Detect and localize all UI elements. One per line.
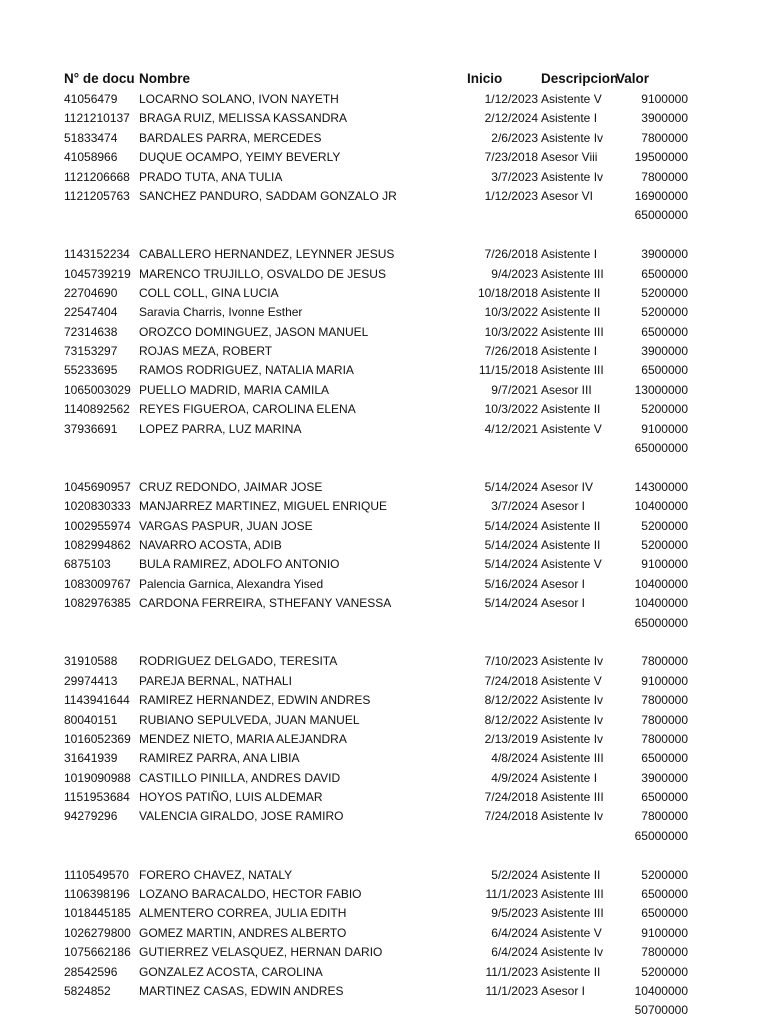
table-row <box>0 633 768 652</box>
cell-nombre: MARENCO TRUJILLO, OSVALDO DE JESUS <box>139 266 386 281</box>
cell-descripcion: Asistente III <box>541 363 604 378</box>
table-row <box>0 342 768 361</box>
cell-doc: 41058966 <box>64 150 118 165</box>
cell-doc: 72314638 <box>64 324 118 339</box>
cell-doc: 1143152234 <box>64 247 130 262</box>
table-row <box>0 129 768 148</box>
cell-valor: 5200000 <box>641 964 688 979</box>
table-row <box>0 497 768 516</box>
cell-descripcion: Asistente III <box>541 751 604 766</box>
cell-descripcion: Asistente Iv <box>541 654 604 669</box>
cell-nombre: RAMOS RODRIGUEZ, NATALIA MARIA <box>139 363 354 378</box>
table-row <box>0 187 768 206</box>
cell-valor: 65000000 <box>634 828 688 843</box>
cell-valor: 13000000 <box>634 382 688 397</box>
cell-descripcion: Asistente Iv <box>541 169 604 184</box>
cell-inicio: 10/18/2018 <box>477 285 538 300</box>
cell-valor: 5200000 <box>641 867 688 882</box>
table-row <box>0 594 768 613</box>
cell-descripcion: Asistente II <box>541 518 601 533</box>
table-row <box>0 284 768 303</box>
cell-doc: 22547404 <box>64 305 118 320</box>
cell-nombre: HOYOS PATIÑO, LUIS ALDEMAR <box>139 790 323 805</box>
table-row <box>0 226 768 245</box>
table-row <box>0 672 768 691</box>
cell-nombre: ALMENTERO CORREA, JULIA EDITH <box>139 906 347 921</box>
cell-inicio: 5/14/2024 <box>484 596 538 611</box>
cell-doc: 41056479 <box>64 92 118 106</box>
cell-inicio: 7/26/2018 <box>484 344 538 359</box>
cell-valor: 65000000 <box>634 441 688 456</box>
cell-inicio: 2/6/2023 <box>491 130 538 145</box>
cell-valor: 3900000 <box>641 247 688 262</box>
cell-descripcion: Asistente I <box>541 770 598 785</box>
cell-valor: 6500000 <box>641 751 688 766</box>
table-row <box>0 788 768 807</box>
table-row <box>0 381 768 400</box>
cell-nombre: REYES FIGUEROA, CAROLINA ELENA <box>139 402 356 417</box>
cell-doc: 1082994862 <box>64 537 131 552</box>
table-row <box>0 904 768 923</box>
cell-nombre: FORERO CHAVEZ, NATALY <box>139 867 293 882</box>
cell-valor: 16900000 <box>634 188 688 203</box>
cell-nombre: MARTINEZ CASAS, EDWIN ANDRES <box>139 983 344 998</box>
cell-nombre: COLL COLL, GINA LUCIA <box>139 285 279 300</box>
cell-descripcion: Asistente V <box>541 421 602 436</box>
cell-valor: 10400000 <box>634 576 688 591</box>
cell-nombre: Saravia Charris, Ivonne Esther <box>139 305 303 320</box>
table-row <box>0 420 768 439</box>
cell-doc: 1106398196 <box>64 887 130 902</box>
cell-doc: 28542596 <box>64 964 118 979</box>
cell-nombre: OROZCO DOMINGUEZ, JASON MANUEL <box>139 324 369 339</box>
cell-valor: 7800000 <box>641 809 688 824</box>
cell-descripcion: Asesor I <box>541 983 586 998</box>
table-row <box>0 555 768 574</box>
cell-nombre: GONZALEZ ACOSTA, CAROLINA <box>139 964 323 979</box>
cell-valor: 9100000 <box>641 92 688 106</box>
cell-inicio: 10/3/2022 <box>484 402 538 417</box>
cell-valor: 7800000 <box>641 945 688 960</box>
cell-nombre: ROJAS MEZA, ROBERT <box>139 344 273 359</box>
table-row <box>0 1001 768 1020</box>
table-row <box>0 943 768 962</box>
cell-inicio: 7/24/2018 <box>484 809 538 824</box>
cell-inicio: 4/9/2024 <box>491 770 538 785</box>
cell-inicio: 8/12/2022 <box>484 693 538 708</box>
cell-doc: 1110549570 <box>64 867 129 882</box>
cell-descripcion: Asistente III <box>541 790 604 805</box>
cell-descripcion: Asistente I <box>541 344 598 359</box>
cell-valor: 3900000 <box>641 111 688 126</box>
cell-inicio: 2/12/2024 <box>484 111 538 126</box>
table-row <box>0 400 768 419</box>
cell-valor: 5200000 <box>641 285 688 300</box>
cell-valor: 6500000 <box>641 266 688 281</box>
cell-nombre: LOCARNO SOLANO, IVON NAYETH <box>139 92 339 106</box>
cell-valor: 6500000 <box>641 363 688 378</box>
cell-nombre: CRUZ REDONDO, JAIMAR JOSE <box>139 479 323 494</box>
cell-descripcion: Asesor I <box>541 499 586 514</box>
cell-nombre: CASTILLO PINILLA, ANDRES DAVID <box>139 770 341 785</box>
cell-inicio: 6/4/2024 <box>491 945 538 960</box>
cell-valor: 6500000 <box>641 887 688 902</box>
header-nombre: Nombre <box>139 71 191 86</box>
cell-valor: 5200000 <box>641 518 688 533</box>
cell-doc: 31641939 <box>64 751 118 766</box>
cell-nombre: BULA RAMIREZ, ADOLFO ANTONIO <box>139 557 340 572</box>
table-row <box>0 807 768 826</box>
cell-inicio: 9/7/2021 <box>491 382 538 397</box>
cell-descripcion: Asistente II <box>541 964 601 979</box>
table-row <box>0 963 768 982</box>
cell-descripcion: Asistente III <box>541 887 604 902</box>
cell-inicio: 11/1/2023 <box>485 983 538 998</box>
cell-valor: 7800000 <box>641 130 688 145</box>
header-descripcion: Descripcion <box>541 71 619 86</box>
cell-doc: 1016052369 <box>64 731 131 746</box>
table-row <box>0 769 768 788</box>
cell-descripcion: Asistente Iv <box>541 693 604 708</box>
cell-nombre: PUELLO MADRID, MARIA CAMILA <box>139 382 330 397</box>
cell-inicio: 4/8/2024 <box>491 751 538 766</box>
cell-doc: 1065003029 <box>64 382 131 397</box>
cell-nombre: RAMIREZ HERNANDEZ, EDWIN ANDRES <box>139 693 371 708</box>
cell-doc: 55233695 <box>64 363 118 378</box>
cell-valor: 10400000 <box>634 499 688 514</box>
cell-descripcion: Asistente II <box>541 402 601 417</box>
cell-valor: 9100000 <box>641 421 688 436</box>
cell-inicio: 5/14/2024 <box>484 557 538 572</box>
cell-doc: 22704690 <box>64 285 118 300</box>
cell-doc: 1019090988 <box>64 770 131 785</box>
cell-doc: 1002955974 <box>64 518 131 533</box>
cell-descripcion: Asesor III <box>541 382 592 397</box>
cell-descripcion: Asistente Iv <box>541 712 604 727</box>
cell-doc: 1121206668 <box>64 169 130 184</box>
table-row <box>0 265 768 284</box>
cell-nombre: RAMIREZ PARRA, ANA LIBIA <box>139 751 300 766</box>
cell-valor: 3900000 <box>641 344 688 359</box>
cell-valor: 6500000 <box>641 790 688 805</box>
cell-doc: 1143941644 <box>64 693 130 708</box>
table-row <box>0 614 768 633</box>
header-doc: N° de docu <box>64 71 135 86</box>
cell-nombre: MENDEZ NIETO, MARIA ALEJANDRA <box>139 731 347 746</box>
cell-descripcion: Asistente Iv <box>541 809 604 824</box>
cell-descripcion: Asistente III <box>541 324 604 339</box>
cell-doc: 1020830333 <box>64 499 131 514</box>
cell-descripcion: Asistente V <box>541 673 602 688</box>
cell-valor: 5200000 <box>641 402 688 417</box>
cell-doc: 51833474 <box>64 130 118 145</box>
table-row <box>0 439 768 458</box>
cell-doc: 73153297 <box>64 344 118 359</box>
cell-inicio: 5/14/2024 <box>484 518 538 533</box>
cell-inicio: 7/26/2018 <box>484 247 538 262</box>
table-row <box>0 691 768 710</box>
table-row <box>0 361 768 380</box>
cell-valor: 6500000 <box>641 906 688 921</box>
cell-nombre: RODRIGUEZ DELGADO, TERESITA <box>139 654 338 669</box>
header-inicio: Inicio <box>467 71 503 86</box>
cell-valor: 9100000 <box>641 673 688 688</box>
cell-nombre: CABALLERO HERNANDEZ, LEYNNER JESUS <box>139 247 395 262</box>
cell-inicio: 5/2/2024 <box>491 867 538 882</box>
cell-inicio: 2/13/2019 <box>484 731 538 746</box>
cell-inicio: 7/10/2023 <box>484 654 538 669</box>
table-row <box>0 303 768 322</box>
cell-doc: 1121210137 <box>64 111 130 126</box>
table-row <box>0 711 768 730</box>
cell-inicio: 3/7/2024 <box>491 499 538 514</box>
table-row <box>0 517 768 536</box>
cell-descripcion: Asistente Iv <box>541 945 604 960</box>
cell-doc: 29974413 <box>64 673 118 688</box>
cell-inicio: 7/24/2018 <box>484 673 538 688</box>
cell-nombre: NAVARRO ACOSTA, ADIB <box>139 537 282 552</box>
cell-doc: 1075662186 <box>64 945 131 960</box>
table-row <box>0 982 768 1001</box>
cell-doc: 31910588 <box>64 654 118 669</box>
cell-nombre: LOPEZ PARRA, LUZ MARINA <box>139 421 302 436</box>
table-row <box>0 749 768 768</box>
cell-descripcion: Asistente V <box>541 925 602 940</box>
cell-nombre: LOZANO BARACALDO, HECTOR FABIO <box>139 887 362 902</box>
cell-descripcion: Asistente III <box>541 906 604 921</box>
cell-valor: 5200000 <box>641 537 688 552</box>
cell-doc: 1082976385 <box>64 596 131 611</box>
cell-inicio: 7/24/2018 <box>484 790 538 805</box>
table-row <box>0 536 768 555</box>
cell-inicio: 1/12/2023 <box>484 188 538 203</box>
cell-inicio: 9/5/2023 <box>491 906 538 921</box>
cell-descripcion: Asistente V <box>541 557 602 572</box>
cell-valor: 7800000 <box>641 731 688 746</box>
cell-nombre: GOMEZ MARTIN, ANDRES ALBERTO <box>139 925 347 940</box>
cell-doc: 1018445185 <box>64 906 131 921</box>
table-row <box>0 652 768 671</box>
cell-valor: 10400000 <box>634 596 688 611</box>
table-row <box>0 866 768 885</box>
cell-inicio: 3/7/2023 <box>491 169 538 184</box>
cell-inicio: 5/14/2024 <box>484 479 538 494</box>
cell-descripcion: Asistente Iv <box>541 731 604 746</box>
table-row <box>0 109 768 128</box>
table-row <box>0 323 768 342</box>
cell-valor: 7800000 <box>641 654 688 669</box>
table-row <box>0 846 768 865</box>
cell-inicio: 1/12/2023 <box>484 92 538 106</box>
cell-nombre: MANJARREZ MARTINEZ, MIGUEL ENRIQUE <box>139 499 388 514</box>
cell-inicio: 6/4/2024 <box>491 925 538 940</box>
cell-doc: 6875103 <box>64 557 111 572</box>
cell-descripcion: Asistente III <box>541 266 604 281</box>
table-row <box>0 458 768 477</box>
cell-doc: 1026279800 <box>64 925 131 940</box>
cell-inicio: 11/15/2018 <box>478 363 538 378</box>
cell-doc: 37936691 <box>64 421 118 436</box>
cell-inicio: 7/23/2018 <box>484 150 538 165</box>
cell-descripcion: Asistente II <box>541 285 601 300</box>
cell-valor: 14300000 <box>634 479 688 494</box>
cell-nombre: BRAGA RUIZ, MELISSA KASSANDRA <box>139 111 348 126</box>
cell-inicio: 5/16/2024 <box>484 576 538 591</box>
cell-descripcion: Asesor I <box>541 596 586 611</box>
cell-valor: 3900000 <box>641 770 688 785</box>
table-row <box>0 827 768 846</box>
cell-descripcion: Asesor I <box>541 576 586 591</box>
cell-nombre: CARDONA FERREIRA, STHEFANY VANESSA <box>139 596 392 611</box>
table-row <box>0 148 768 167</box>
cell-doc: 94279296 <box>64 809 118 824</box>
cell-descripcion: Asesor Viii <box>541 150 598 165</box>
cell-valor: 9100000 <box>641 925 688 940</box>
cell-descripcion: Asesor VI <box>541 188 594 203</box>
cell-valor: 50700000 <box>634 1003 688 1018</box>
cell-inicio: 10/3/2022 <box>484 305 538 320</box>
cell-valor: 65000000 <box>634 208 688 223</box>
cell-inicio: 10/3/2022 <box>484 324 538 339</box>
cell-nombre: VARGAS PASPUR, JUAN JOSE <box>139 518 313 533</box>
cell-descripcion: Asistente V <box>541 92 602 106</box>
cell-doc: 80040151 <box>64 712 118 727</box>
cell-nombre: VALENCIA GIRALDO, JOSE RAMIRO <box>139 809 344 824</box>
cell-nombre: RUBIANO SEPULVEDA, JUAN MANUEL <box>139 712 360 727</box>
cell-valor: 10400000 <box>634 983 688 998</box>
cell-doc: 1045739219 <box>64 266 131 281</box>
cell-valor: 7800000 <box>641 712 688 727</box>
cell-doc: 5824852 <box>64 983 111 998</box>
cell-doc: 1140892562 <box>64 402 130 417</box>
cell-doc: 1151953684 <box>64 790 130 805</box>
cell-inicio: 5/14/2024 <box>484 537 538 552</box>
cell-nombre: SANCHEZ PANDURO, SADDAM GONZALO JR <box>139 188 397 203</box>
cell-nombre: DUQUE OCAMPO, YEIMY BEVERLY <box>139 150 341 165</box>
cell-valor: 6500000 <box>641 324 688 339</box>
cell-inicio: 8/12/2022 <box>484 712 538 727</box>
table-body <box>0 90 768 1021</box>
header-valor: Valor <box>616 71 650 86</box>
cell-descripcion: Asesor IV <box>541 479 594 494</box>
table-row <box>0 168 768 187</box>
cell-descripcion: Asistente II <box>541 867 601 882</box>
table-row <box>0 478 768 497</box>
cell-inicio: 11/1/2023 <box>485 887 538 902</box>
table-row <box>0 90 768 109</box>
cell-descripcion: Asistente I <box>541 111 598 126</box>
cell-doc: 1083009767 <box>64 576 131 591</box>
cell-valor: 65000000 <box>634 615 688 630</box>
cell-descripcion: Asistente I <box>541 247 598 262</box>
cell-valor: 7800000 <box>641 169 688 184</box>
spreadsheet <box>0 68 768 1021</box>
table-row <box>0 924 768 943</box>
table-row <box>0 575 768 594</box>
cell-nombre: PAREJA BERNAL, NATHALI <box>139 673 292 688</box>
cell-valor: 7800000 <box>641 693 688 708</box>
cell-inicio: 11/1/2023 <box>485 964 538 979</box>
cell-inicio: 9/4/2023 <box>491 266 538 281</box>
cell-nombre: GUTIERREZ VELASQUEZ, HERNAN DARIO <box>139 945 383 960</box>
cell-valor: 9100000 <box>641 557 688 572</box>
cell-inicio: 4/12/2021 <box>484 421 538 436</box>
cell-descripcion: Asistente Iv <box>541 130 604 145</box>
cell-valor: 5200000 <box>641 305 688 320</box>
cell-nombre: Palencia Garnica, Alexandra Yised <box>139 576 324 591</box>
cell-valor: 19500000 <box>634 150 688 165</box>
table-row <box>0 730 768 749</box>
table-row <box>0 206 768 225</box>
cell-doc: 1121205763 <box>64 188 130 203</box>
cell-descripcion: Asistente II <box>541 537 601 552</box>
table-row <box>0 885 768 904</box>
header-row <box>0 68 768 90</box>
cell-nombre: PRADO TUTA, ANA TULIA <box>139 169 283 184</box>
cell-descripcion: Asistente II <box>541 305 601 320</box>
table-row <box>0 245 768 264</box>
cell-nombre: BARDALES PARRA, MERCEDES <box>139 130 322 145</box>
cell-doc: 1045690957 <box>64 479 131 494</box>
